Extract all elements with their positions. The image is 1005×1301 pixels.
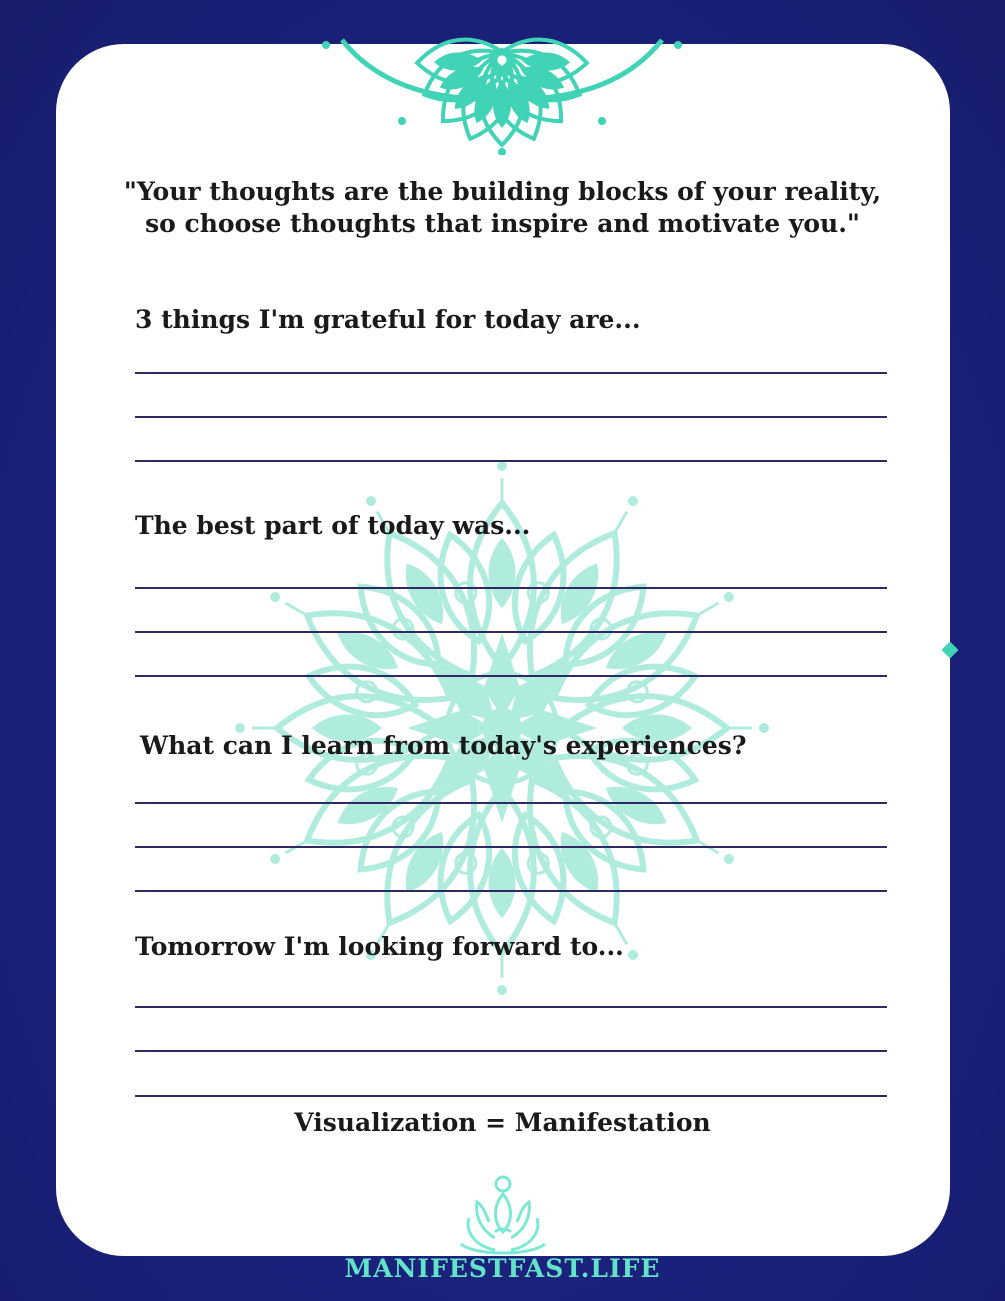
writing-line[interactable] xyxy=(135,416,887,418)
writing-line[interactable] xyxy=(135,846,887,848)
writing-line[interactable] xyxy=(135,460,887,462)
writing-line[interactable] xyxy=(135,631,887,633)
writing-line[interactable] xyxy=(135,675,887,677)
lotus-logo-icon xyxy=(455,1172,551,1262)
writing-line[interactable] xyxy=(135,372,887,374)
mandala-top-icon xyxy=(302,0,702,155)
writing-line[interactable] xyxy=(135,890,887,892)
brand-name: MANIFESTFAST.LIFE xyxy=(344,1254,661,1283)
prompt-best-part: The best part of today was... xyxy=(135,511,531,540)
writing-line[interactable] xyxy=(135,587,887,589)
quote-line-2: so choose thoughts that inspire and motivate you." xyxy=(145,209,860,238)
prompt-learn: What can I learn from today's experiences? xyxy=(140,731,747,760)
writing-line[interactable] xyxy=(135,1095,887,1097)
writing-line[interactable] xyxy=(135,1050,887,1052)
writing-line[interactable] xyxy=(135,1006,887,1008)
prompt-tomorrow: Tomorrow I'm looking forward to... xyxy=(135,932,624,961)
writing-line[interactable] xyxy=(135,802,887,804)
quote xyxy=(100,176,905,240)
quote-line-1: "Your thoughts are the building blocks of your reality, xyxy=(123,177,882,206)
prompt-grateful: 3 things I'm grateful for today are... xyxy=(135,305,641,334)
tagline: Visualization = Manifestation xyxy=(294,1108,711,1137)
